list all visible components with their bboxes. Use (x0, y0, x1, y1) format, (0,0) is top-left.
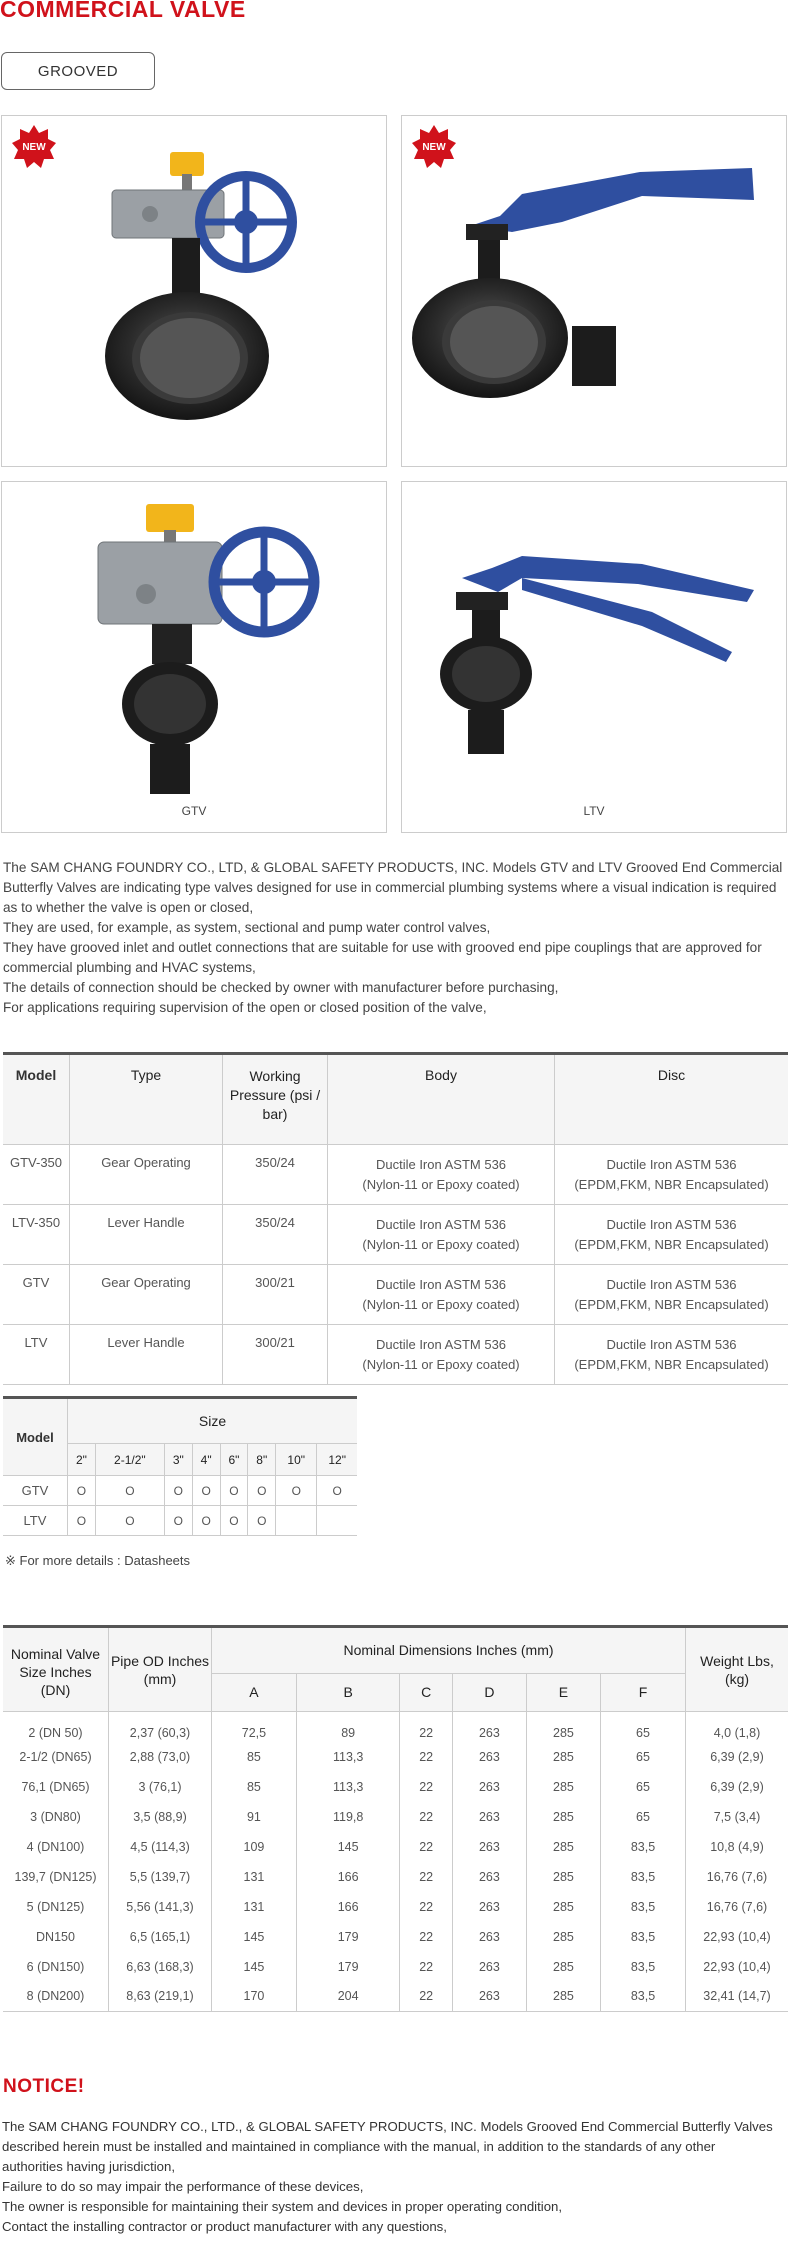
size-mark: O (276, 1476, 317, 1506)
dim-cell: 204 (296, 1982, 400, 2012)
spec-cell (328, 1325, 555, 1385)
dim-cell: 170 (212, 1982, 297, 2012)
size-mark: O (164, 1476, 192, 1506)
dim-cell: 16,76 (7,6) (686, 1862, 789, 1892)
new-badge (12, 124, 56, 168)
notice-line: Contact the installing contractor or product manufacturer with any questions, (2, 2219, 447, 2234)
spec-cell-line: Ductile Iron ASTM 536 (375, 1157, 507, 1172)
dim-header-pipe: Pipe OD Inches (mm) (109, 1627, 212, 1712)
spec-cell (555, 1265, 789, 1325)
dim-cell: 3 (76,1) (109, 1772, 212, 1802)
spec-cell (328, 1145, 555, 1205)
dim-cell: 4,0 (1,8) (686, 1712, 789, 1742)
size-col-header: 2-1/2" (95, 1444, 164, 1476)
datasheets-note[interactable]: ※ For more details : Datasheets (5, 1553, 191, 1568)
dim-cell: 263 (452, 1922, 526, 1952)
dim-cell: 166 (296, 1862, 400, 1892)
size-mark: O (248, 1476, 276, 1506)
dim-row (3, 1982, 788, 2012)
dim-cell: 22,93 (10,4) (686, 1922, 789, 1952)
spec-cell (555, 1325, 789, 1385)
dim-row (3, 1742, 788, 1772)
dim-row (3, 1712, 788, 1742)
dim-col-header: A (212, 1673, 297, 1711)
size-col-header: 8" (248, 1444, 276, 1476)
dim-row (3, 1952, 788, 1982)
gear-valve-image (2, 116, 388, 468)
dim-cell: 263 (452, 1832, 526, 1862)
dim-cell: 8 (DN200) (3, 1982, 109, 2012)
dim-cell: 2 (DN 50) (28, 1726, 83, 1741)
spec-cell-line: Ductile Iron ASTM 536 (375, 1337, 507, 1352)
size-mark: O (68, 1506, 96, 1536)
dim-cell: 3,5 (88,9) (109, 1802, 212, 1832)
dim-cell: 6,39 (2,9) (686, 1772, 789, 1802)
dim-cell: 89 (296, 1712, 400, 1742)
dim-cell: 83,5 (601, 1832, 686, 1862)
spec-cell: GTV (3, 1265, 70, 1325)
spec-cell-line: (EPDM,FKM, NBR Encapsulated) (574, 1177, 769, 1192)
product-card-gtv[interactable] (1, 481, 387, 833)
spec-cell: 300/21 (223, 1325, 328, 1385)
size-model: LTV (3, 1506, 68, 1536)
spec-row (3, 1205, 788, 1265)
size-col-header: 10" (276, 1444, 317, 1476)
product-card-gear-1[interactable] (1, 115, 387, 467)
spec-header: Model (3, 1054, 70, 1145)
spec-cell: Lever Handle (70, 1325, 223, 1385)
dim-col-header: B (296, 1673, 400, 1711)
gtv-valve-image (2, 482, 388, 834)
dim-cell: 285 (526, 1982, 600, 2012)
size-col-header: 12" (317, 1444, 357, 1476)
spec-cell-line: (Nylon-11 or Epoxy coated) (362, 1177, 520, 1192)
dim-cell: 285 (526, 1712, 600, 1742)
spec-cell (555, 1145, 789, 1205)
dim-cell: 263 (452, 1742, 526, 1772)
dim-cell: 22 (400, 1712, 452, 1742)
notice-title: NOTICE! (3, 2076, 85, 2097)
dim-cell: 145 (212, 1922, 297, 1952)
size-mark: O (220, 1506, 248, 1536)
dim-cell: 91 (212, 1802, 297, 1832)
dim-cell: 22 (400, 1832, 452, 1862)
size-mark (276, 1506, 317, 1536)
dim-row (3, 1832, 788, 1862)
dim-cell: 2,37 (60,3) (109, 1712, 212, 1742)
dim-cell: 113,3 (296, 1772, 400, 1802)
intro-line: They have grooved inlet and outlet connections that are suitable for use with grooved end pipe couplings that are approved for commercial plumbing and HVAC systems, (3, 940, 762, 975)
dim-cell: 179 (296, 1952, 400, 1982)
size-col-header: 6" (220, 1444, 248, 1476)
dim-row (3, 1772, 788, 1802)
spec-cell-line: Ductile Iron ASTM 536 (375, 1277, 507, 1292)
dim-cell: 119,8 (296, 1802, 400, 1832)
spec-header: Body (328, 1054, 555, 1145)
dim-col-header: D (452, 1673, 526, 1711)
dim-cell: 16,76 (7,6) (686, 1892, 789, 1922)
page-title: COMMERCIAL VALVE (0, 0, 246, 22)
size-mark: O (220, 1476, 248, 1506)
spec-cell-line: (Nylon-11 or Epoxy coated) (362, 1357, 520, 1372)
dim-cell: 83,5 (601, 1982, 686, 2012)
spec-cell: LTV (3, 1325, 70, 1385)
dim-cell: 263 (452, 1862, 526, 1892)
dim-row (3, 1862, 788, 1892)
product-card-ltv[interactable] (401, 481, 787, 833)
dim-cell: 285 (526, 1802, 600, 1832)
dim-row (3, 1892, 788, 1922)
size-mark: O (192, 1476, 220, 1506)
size-mark: O (95, 1476, 164, 1506)
dim-cell: 22 (400, 1952, 452, 1982)
notice-line: The SAM CHANG FOUNDRY CO., LTD., & GLOBAL SAFETY PRODUCTS, INC. Models Grooved End Commercial Butterfly Valves (2, 2119, 773, 2134)
size-mark: O (248, 1506, 276, 1536)
dim-cell: 6,5 (165,1) (109, 1922, 212, 1952)
size-mark (317, 1506, 357, 1536)
intro-line: The details of connection should be checked by owner with manufacturer before purchasing, (3, 980, 559, 995)
dim-cell: 263 (452, 1892, 526, 1922)
spec-cell-line: Ductile Iron ASTM 536 (606, 1277, 737, 1292)
dim-cell: 5,56 (141,3) (109, 1892, 212, 1922)
dim-cell: 22 (400, 1862, 452, 1892)
new-badge (412, 124, 456, 168)
intro-line: The SAM CHANG FOUNDRY CO., LTD, & GLOBAL SAFETY PRODUCTS, INC. Models GTV and LTV Grooved End Commercial Butterfly Valves are indicating type valves designed for use in commercial plumbing systems where a visual indication is required as to whether the valve is open or closed, (3, 860, 783, 915)
dim-cell: 8,63 (219,1) (109, 1982, 212, 2012)
size-col-header: 4" (192, 1444, 220, 1476)
size-col-header: 3" (164, 1444, 192, 1476)
spec-cell: Gear Operating (70, 1265, 223, 1325)
dim-cell: 109 (212, 1832, 297, 1862)
dim-cell: 139,7 (DN125) (14, 1869, 97, 1884)
dim-row (3, 1802, 788, 1832)
dim-cell: 76,1 (DN65) (21, 1779, 90, 1794)
spec-cell-line: (EPDM,FKM, NBR Encapsulated) (574, 1297, 769, 1312)
dim-cell: 145 (212, 1952, 297, 1982)
dim-cell: 263 (452, 1982, 526, 2012)
size-mark: O (68, 1476, 96, 1506)
dim-cell: 285 (526, 1952, 600, 1982)
spec-cell-line: Ductile Iron ASTM 536 (606, 1337, 737, 1352)
spec-row (3, 1265, 788, 1325)
dim-cell: 65 (601, 1712, 686, 1742)
spec-header: Disc (555, 1054, 789, 1145)
new-badge-text: NEW (22, 142, 46, 153)
notice-line: authorities having jurisdiction, (2, 2159, 175, 2174)
dim-cell: 131 (212, 1862, 297, 1892)
size-row (3, 1506, 357, 1536)
dim-cell: 85 (212, 1742, 297, 1772)
dim-cell: 85 (212, 1772, 297, 1802)
product-caption: GTV (181, 804, 207, 818)
spec-cell: 350/24 (223, 1145, 328, 1205)
dim-cell: 285 (526, 1772, 600, 1802)
spec-cell (328, 1265, 555, 1325)
dim-cell: 3 (DN80) (30, 1809, 81, 1824)
dim-cell: 22 (400, 1922, 452, 1952)
spec-cell (328, 1205, 555, 1265)
dim-cell: 5 (DN125) (26, 1899, 85, 1914)
size-header: Size (68, 1398, 358, 1444)
spec-cell: GTV-350 (3, 1145, 70, 1205)
spec-cell-line: Ductile Iron ASTM 536 (606, 1157, 737, 1172)
size-row (3, 1476, 357, 1506)
product-caption: LTV (583, 804, 605, 818)
dim-cell: 4,5 (114,3) (109, 1832, 212, 1862)
spec-row (3, 1325, 788, 1385)
dim-header-nominal: Nominal Valve Size Inches (DN) (3, 1627, 109, 1712)
dim-cell: 2,88 (73,0) (109, 1742, 212, 1772)
product-card-lever-1[interactable] (401, 115, 787, 467)
dim-cell: 83,5 (601, 1952, 686, 1982)
size-mark: O (317, 1476, 357, 1506)
dim-cell: 22 (400, 1892, 452, 1922)
lever-valve-image (402, 116, 788, 468)
dim-cell: 263 (452, 1952, 526, 1982)
dim-header-weight: Weight Lbs, (kg) (686, 1627, 789, 1712)
spec-cell: Gear Operating (70, 1145, 223, 1205)
size-mark: O (192, 1506, 220, 1536)
dim-cell: 7,5 (3,4) (686, 1802, 789, 1832)
dim-col-header: C (400, 1673, 452, 1711)
dim-cell: 285 (526, 1922, 600, 1952)
dim-cell: 2-1/2 (DN65) (19, 1749, 92, 1764)
dim-cell: 22 (400, 1982, 452, 2012)
dim-cell: 32,41 (14,7) (686, 1982, 789, 2012)
new-badge-text: NEW (422, 142, 446, 153)
dim-cell: DN150 (36, 1929, 75, 1944)
dim-cell: 65 (601, 1802, 686, 1832)
spec-cell (555, 1205, 789, 1265)
notice-line: Failure to do so may impair the performance of these devices, (2, 2179, 364, 2194)
spec-cell-line: (EPDM,FKM, NBR Encapsulated) (574, 1237, 769, 1252)
spec-cell: LTV-350 (3, 1205, 70, 1265)
dim-header-dimensions: Nominal Dimensions Inches (mm) (212, 1627, 686, 1674)
dim-cell: 285 (526, 1832, 600, 1862)
spec-cell-line: Ductile Iron ASTM 536 (375, 1217, 507, 1232)
notice-line: The owner is responsible for maintaining their system and devices in proper operating condition, (2, 2199, 563, 2214)
dim-cell: 285 (526, 1742, 600, 1772)
dim-cell: 65 (601, 1742, 686, 1772)
size-mark: O (95, 1506, 164, 1536)
dim-cell: 72,5 (212, 1712, 297, 1742)
dim-cell: 6 (DN150) (26, 1959, 85, 1974)
dim-cell: 22 (400, 1802, 452, 1832)
dim-cell: 6,39 (2,9) (686, 1742, 789, 1772)
dim-cell: 263 (452, 1802, 526, 1832)
dim-cell: 263 (452, 1712, 526, 1742)
spec-row (3, 1145, 788, 1205)
spec-cell-line: Ductile Iron ASTM 536 (606, 1217, 737, 1232)
dim-cell: 285 (526, 1862, 600, 1892)
dim-cell: 6,63 (168,3) (109, 1952, 212, 1982)
dim-cell: 65 (601, 1772, 686, 1802)
dim-cell: 83,5 (601, 1862, 686, 1892)
spec-cell-line: (EPDM,FKM, NBR Encapsulated) (574, 1357, 769, 1372)
size-table (3, 1396, 357, 1536)
spec-cell-line: (Nylon-11 or Epoxy coated) (362, 1297, 520, 1312)
dim-cell: 263 (452, 1772, 526, 1802)
ltv-valve-image (402, 482, 788, 834)
intro-line: They are used, for example, as system, sectional and pump water control valves, (3, 920, 491, 935)
dim-row (3, 1922, 788, 1952)
dim-cell: 5,5 (139,7) (109, 1862, 212, 1892)
size-model-header: Model (3, 1398, 68, 1476)
dim-cell: 22 (400, 1772, 452, 1802)
size-model: GTV (3, 1476, 68, 1506)
dim-cell: 145 (296, 1832, 400, 1862)
size-col-header: 2" (68, 1444, 96, 1476)
spec-header: Working Pressure (psi / bar) (223, 1054, 328, 1145)
spec-cell: Lever Handle (70, 1205, 223, 1265)
dim-cell: 166 (296, 1892, 400, 1922)
size-mark: O (164, 1506, 192, 1536)
tab-grooved[interactable]: GROOVED (1, 52, 155, 90)
dim-cell: 131 (212, 1892, 297, 1922)
spec-cell: 350/24 (223, 1205, 328, 1265)
dim-cell: 22,93 (10,4) (686, 1952, 789, 1982)
dim-cell: 285 (526, 1892, 600, 1922)
dim-cell: 83,5 (601, 1892, 686, 1922)
dim-col-header: F (601, 1673, 686, 1711)
notice-line: described herein must be installed and maintained in compliance with the manual, in addition to the standards of any other (2, 2139, 716, 2154)
spec-cell: 300/21 (223, 1265, 328, 1325)
spec-header: Type (70, 1054, 223, 1145)
dimension-table (3, 1625, 788, 2012)
dim-cell: 113,3 (296, 1742, 400, 1772)
dim-col-header: E (526, 1673, 600, 1711)
dim-cell: 10,8 (4,9) (686, 1832, 789, 1862)
dim-cell: 4 (DN100) (26, 1839, 85, 1854)
notice-text (2, 2117, 773, 2237)
spec-cell-line: (Nylon-11 or Epoxy coated) (362, 1237, 520, 1252)
dim-cell: 22 (400, 1742, 452, 1772)
dim-cell: 179 (296, 1922, 400, 1952)
spec-table (3, 1052, 788, 1385)
intro-text (3, 858, 788, 1018)
intro-line: For applications requiring supervision of the open or closed position of the valve, (3, 1000, 487, 1015)
dim-cell: 83,5 (601, 1922, 686, 1952)
